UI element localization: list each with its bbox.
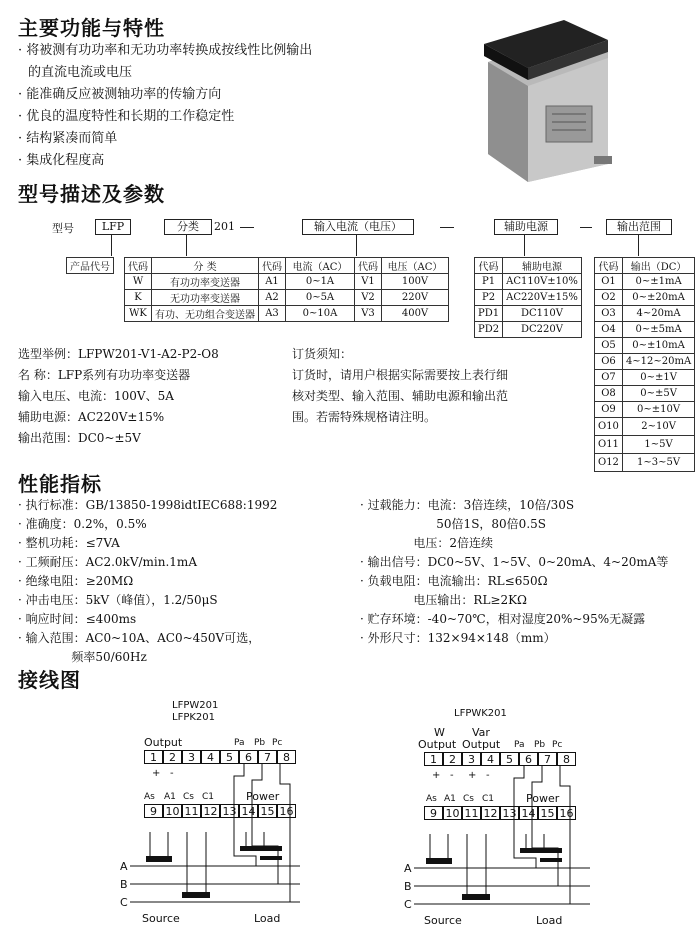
- table-header: 电压（AC）: [382, 258, 449, 274]
- example-line: 辅助电源：AC220V±15%: [18, 410, 165, 424]
- table-cell: 0~±5V: [622, 386, 694, 402]
- perf-item: 频率50/60Hz: [18, 650, 147, 664]
- out-box: 输出范围: [606, 219, 672, 235]
- table-row: [595, 418, 695, 436]
- table-cell: AC220V±15%: [503, 290, 582, 306]
- table-header: 代码: [125, 258, 152, 274]
- feature-item: · 集成化程度高: [18, 153, 105, 168]
- example-line: 输出范围：DC0~±5V: [18, 431, 141, 445]
- table-cell: 0~±10mA: [622, 338, 694, 354]
- plus-label: +: [468, 770, 477, 781]
- table-row: [595, 322, 695, 338]
- table-row: [595, 274, 695, 290]
- product-photo: [468, 14, 628, 184]
- table-header: 分 类: [152, 258, 259, 274]
- source-label: Source: [142, 912, 180, 925]
- table-cell: O8: [595, 386, 623, 402]
- c1-label: C1: [202, 792, 215, 802]
- table-row: [125, 274, 259, 290]
- aux-box: 辅助电源: [494, 219, 558, 235]
- power-label: Power: [526, 792, 560, 805]
- minus-label: -: [450, 770, 454, 781]
- table-row: [595, 338, 695, 354]
- perf-item: · 准确度：0.2%，0.5%: [18, 517, 147, 531]
- wiring-diagram-2: [400, 696, 600, 926]
- table-row: [475, 322, 582, 338]
- table-cell: 4~12~20mA: [622, 354, 694, 370]
- table-cell: V3: [355, 306, 382, 322]
- model-label: 型号: [52, 222, 74, 235]
- terminal-14: 14: [519, 806, 538, 820]
- perf-item: · 过载能力：电流：3倍连续，10倍/30S: [360, 498, 575, 512]
- terminal-5: 5: [220, 750, 239, 764]
- load-label: Load: [254, 912, 281, 925]
- table-row: [595, 290, 695, 306]
- perf-item: · 贮存环境：-40~70℃，相对湿度20%~95%无凝露: [360, 612, 646, 626]
- table-row: [475, 306, 582, 322]
- example-line: 名 称：LFP系列有功功率变送器: [18, 368, 191, 382]
- cs-label: Cs: [183, 792, 194, 802]
- table-cell: WK: [125, 306, 152, 322]
- perf-right: [360, 496, 668, 648]
- terminal-10: 10: [443, 806, 462, 820]
- pc-label: Pc: [552, 740, 563, 750]
- minus-label: -: [170, 768, 174, 779]
- perf-item: · 执行标准：GB/13850-1998idtIEC688:1992: [18, 498, 278, 512]
- perf-item: · 外形尺寸：132×94×148（mm）: [360, 631, 556, 645]
- phase-a-label: A: [120, 860, 128, 873]
- table-cell: O1: [595, 274, 623, 290]
- terminal-2: 2: [163, 750, 182, 764]
- terminal-5: 5: [500, 752, 519, 766]
- w-label: W: [434, 726, 445, 739]
- feature-item: 的直流电流或电压: [28, 65, 133, 80]
- table-row: [259, 290, 449, 306]
- power-label: Power: [246, 790, 280, 803]
- terminal-15: 15: [538, 806, 557, 820]
- as-label: As: [144, 792, 155, 802]
- perf-left: [18, 496, 277, 667]
- feature-item: · 能准确反应被测轴功率的传输方向: [18, 87, 222, 102]
- input-table: [258, 257, 449, 322]
- terminal-4: 4: [201, 750, 220, 764]
- code-header: 产品代号: [67, 258, 114, 274]
- table-cell: 0~1A: [286, 274, 355, 290]
- table-row: [125, 290, 259, 306]
- terminal-4: 4: [481, 752, 500, 766]
- table-cell: 有功、无功组合变送器: [152, 306, 259, 322]
- order-line: 订货时，请用户根据实际需要按上表行细: [292, 368, 509, 382]
- table-cell: 0~±20mA: [622, 290, 694, 306]
- features-title: 主要功能与特性: [18, 16, 165, 40]
- table-cell: 0~5A: [286, 290, 355, 306]
- table-cell: O12: [595, 454, 623, 472]
- feature-item: · 将被测有功功率和无功功率转换成按线性比例输出: [18, 43, 313, 58]
- table-cell: AC110V±10%: [503, 274, 582, 290]
- terminal-12: 12: [481, 806, 500, 820]
- table-cell: DC220V: [503, 322, 582, 338]
- table-cell: A2: [259, 290, 286, 306]
- table-cell: P2: [475, 290, 503, 306]
- perf-item: · 工频耐压：AC2.0kV/min.1mA: [18, 555, 197, 569]
- table-cell: 100V: [382, 274, 449, 290]
- table-cell: 220V: [382, 290, 449, 306]
- terminal-15: 15: [258, 804, 277, 818]
- perf-item: · 输出信号：DC0~5V、1~5V、0~20mA、4~20mA等: [360, 555, 669, 569]
- table-cell: W: [125, 274, 152, 290]
- pc-label: Pc: [272, 738, 283, 748]
- load-label: Load: [536, 914, 563, 927]
- table-header: 代码: [475, 258, 503, 274]
- terminal-6: 6: [239, 750, 258, 764]
- table-cell: PD1: [475, 306, 503, 322]
- as-label: As: [426, 794, 437, 804]
- code-table: [66, 257, 114, 274]
- table-header: 辅助电源: [503, 258, 582, 274]
- table-cell: 0~±1V: [622, 370, 694, 386]
- table-header: 代码: [595, 258, 623, 274]
- phase-b-label: B: [404, 880, 412, 893]
- class-table: [124, 257, 259, 322]
- table-row: [595, 386, 695, 402]
- table-header: 代码: [355, 258, 382, 274]
- phase-b-label: B: [120, 878, 128, 891]
- pa-label: Pa: [514, 740, 525, 750]
- terminal-8: 8: [557, 752, 576, 766]
- a1-label: A1: [164, 792, 176, 802]
- table-header: 代码: [259, 258, 286, 274]
- terminal-3: 3: [182, 750, 201, 764]
- var-label: Var: [472, 726, 490, 739]
- table-cell: 1~3~5V: [622, 454, 694, 472]
- table-cell: P1: [475, 274, 503, 290]
- terminal-9: 9: [144, 804, 163, 818]
- terminal-13: 13: [220, 804, 239, 818]
- table-row: [595, 306, 695, 322]
- order-line: 围。若需特殊规格请注明。: [292, 410, 437, 424]
- aux-table: [474, 257, 582, 338]
- lfp-box: LFP: [95, 219, 131, 235]
- table-cell: K: [125, 290, 152, 306]
- terminal-3: 3: [462, 752, 481, 766]
- wiring-diagram-1: [110, 696, 310, 926]
- terminal-1: 1: [424, 752, 443, 766]
- phase-c-label: C: [404, 898, 412, 911]
- output-label: Output: [418, 738, 457, 751]
- table-cell: 1~5V: [622, 436, 694, 454]
- phase-c-label: C: [120, 896, 128, 909]
- class-box: 分类: [164, 219, 212, 235]
- example-line: 选型举例：LFPW201-V1-A2-P2-O8: [18, 347, 219, 361]
- table-row: [259, 306, 449, 322]
- table-header: 输出（DC）: [622, 258, 694, 274]
- feature-item: · 结构紧凑而简单: [18, 131, 118, 146]
- table-cell: V1: [355, 274, 382, 290]
- input-box: 输入电流（电压）: [302, 219, 414, 235]
- table-row: [125, 306, 259, 322]
- plus-label: +: [432, 770, 441, 781]
- terminal-13: 13: [500, 806, 519, 820]
- terminal-2: 2: [443, 752, 462, 766]
- table-row: [595, 402, 695, 418]
- diagram-title: LFPWK201: [454, 708, 507, 719]
- plus-label: +: [152, 768, 161, 779]
- terminal-6: 6: [519, 752, 538, 766]
- terminal-16: 16: [557, 806, 576, 820]
- table-cell: O4: [595, 322, 623, 338]
- pa-label: Pa: [234, 738, 245, 748]
- table-cell: DC110V: [503, 306, 582, 322]
- perf-item: 电压：2倍连续: [360, 536, 494, 550]
- table-cell: 0~10A: [286, 306, 355, 322]
- table-cell: 0~±5mA: [622, 322, 694, 338]
- c1-label: C1: [482, 794, 495, 804]
- example-block: [18, 344, 219, 449]
- a1-label: A1: [444, 794, 456, 804]
- terminal-7: 7: [538, 752, 557, 766]
- table-cell: O6: [595, 354, 623, 370]
- table-cell: O10: [595, 418, 623, 436]
- terminal-9: 9: [424, 806, 443, 820]
- output-label: Output: [462, 738, 501, 751]
- table-cell: O5: [595, 338, 623, 354]
- terminal-11: 11: [182, 804, 201, 818]
- pb-label: Pb: [534, 740, 546, 750]
- terminal-11: 11: [462, 806, 481, 820]
- perf-item: 50倍1S，80倍0.5S: [360, 517, 546, 531]
- pb-label: Pb: [254, 738, 266, 748]
- table-cell: O11: [595, 436, 623, 454]
- source-label: Source: [424, 914, 462, 927]
- diagram-title: LFPK201: [172, 712, 215, 723]
- table-cell: A1: [259, 274, 286, 290]
- table-cell: PD2: [475, 322, 503, 338]
- features-list: [18, 40, 312, 172]
- model-title: 型号描述及参数: [18, 182, 165, 206]
- feature-item: · 优良的温度特性和长期的工作稳定性: [18, 109, 235, 124]
- table-row: [475, 274, 582, 290]
- table-cell: O9: [595, 402, 623, 418]
- table-cell: O7: [595, 370, 623, 386]
- order-title: 订货须知：: [292, 347, 353, 361]
- terminal-16: 16: [277, 804, 296, 818]
- table-row: [595, 370, 695, 386]
- model-number: 201: [214, 220, 235, 233]
- diagram-title: LFPW201: [172, 700, 219, 711]
- perf-title: 性能指标: [18, 472, 102, 496]
- table-cell: 400V: [382, 306, 449, 322]
- terminal-12: 12: [201, 804, 220, 818]
- perf-item: · 输入范围：AC0~10A、AC0~450V可选，: [18, 631, 261, 645]
- table-cell: 0~±10V: [622, 402, 694, 418]
- perf-item: · 绝缘电阻：≥20MΩ: [18, 574, 134, 588]
- order-line: 核对类型、输入范围、辅助电源和输出范: [292, 389, 509, 403]
- perf-item: 电压输出：RL≥2KΩ: [360, 593, 528, 607]
- table-cell: 有功功率变送器: [152, 274, 259, 290]
- wiring-title: 接线图: [18, 668, 81, 692]
- output-table: [594, 257, 695, 472]
- table-row: [595, 436, 695, 454]
- example-line: 输入电压、电流：100V、5A: [18, 389, 174, 403]
- table-cell: O2: [595, 290, 623, 306]
- table-cell: 2~10V: [622, 418, 694, 436]
- table-row: [595, 454, 695, 472]
- phase-a-label: A: [404, 862, 412, 875]
- minus-label: -: [486, 770, 490, 781]
- perf-item: · 整机功耗：≤7VA: [18, 536, 120, 550]
- output-label: Output: [144, 736, 183, 749]
- table-cell: V2: [355, 290, 382, 306]
- table-row: [475, 290, 582, 306]
- table-cell: O3: [595, 306, 623, 322]
- table-cell: 4~20mA: [622, 306, 694, 322]
- table-cell: 0~±1mA: [622, 274, 694, 290]
- perf-item: · 冲击电压：5kV（峰值），1.2/50μS: [18, 593, 218, 607]
- terminal-1: 1: [144, 750, 163, 764]
- table-cell: A3: [259, 306, 286, 322]
- terminal-14: 14: [239, 804, 258, 818]
- table-row: [595, 354, 695, 370]
- perf-item: · 响应时间：≤400ms: [18, 612, 137, 626]
- table-header: 电流（AC）: [286, 258, 355, 274]
- cs-label: Cs: [463, 794, 474, 804]
- terminal-10: 10: [163, 804, 182, 818]
- table-row: [259, 274, 449, 290]
- table-cell: 无功功率变送器: [152, 290, 259, 306]
- perf-item: · 负载电阻：电流输出：RL≤650Ω: [360, 574, 548, 588]
- order-block: [292, 344, 508, 428]
- terminal-8: 8: [277, 750, 296, 764]
- terminal-7: 7: [258, 750, 277, 764]
